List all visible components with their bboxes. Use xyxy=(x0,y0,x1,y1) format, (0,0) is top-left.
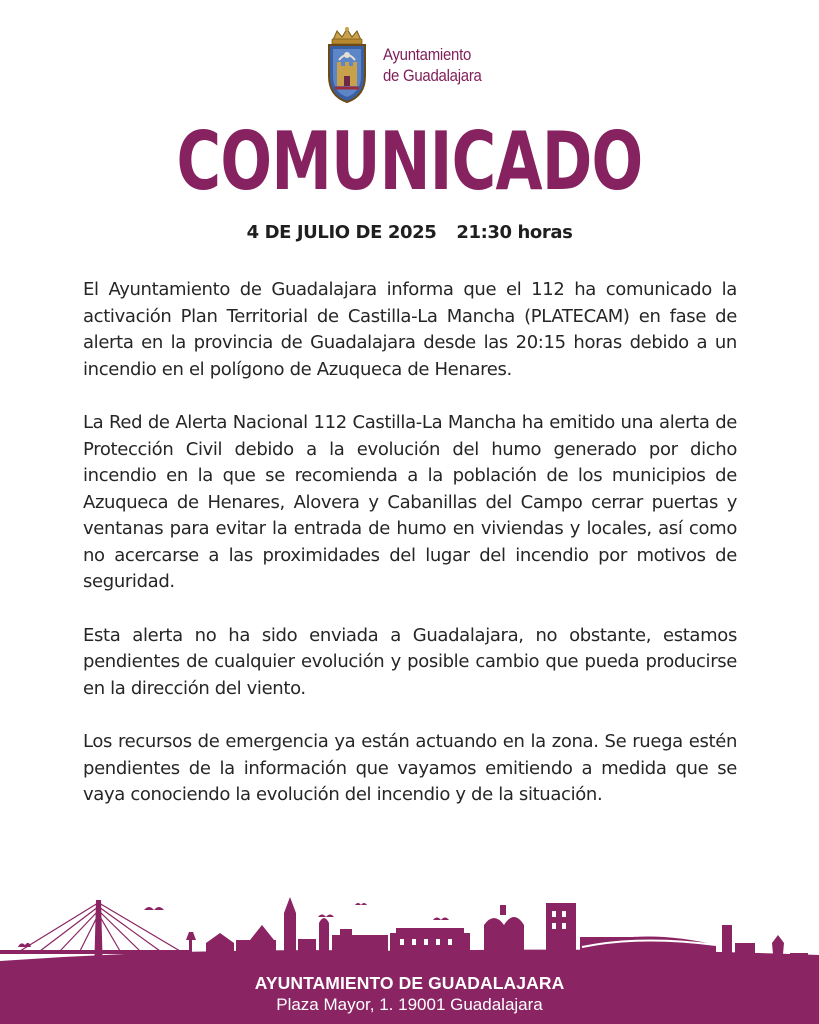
coat-of-arms-icon xyxy=(323,26,371,104)
footer-org-name: AYUNTAMIENTO DE GUADALAJARA xyxy=(254,973,565,993)
page-title: COMUNICADO xyxy=(176,115,643,208)
dateline xyxy=(0,222,819,243)
footer-address: Plaza Mayor, 1. 19001 Guadalajara xyxy=(276,995,543,1014)
footer xyxy=(0,972,819,1016)
paragraph: El Ayuntamiento de Guadalajara informa que el 112 ha comunicado la activación Plan Territorial de Castilla-La Mancha (PLATECAM) en fase de alerta en la provincia de Guadalajara desde las 20:15 horas debido a un incendio en el polígono de Azuqueca de Henares. xyxy=(83,279,737,380)
body-text xyxy=(83,277,737,836)
org-name-line1: Ayuntamiento xyxy=(383,45,472,64)
date-text: 4 DE JULIO DE 2025 xyxy=(246,222,437,243)
paragraph: Esta alerta no ha sido enviada a Guadalajara, no obstante, estamos pendientes de cualquier evolución y posible cambio que pueda producirse en la dirección del viento. xyxy=(83,624,737,699)
header xyxy=(0,26,819,104)
org-name xyxy=(383,44,482,86)
time-text: 21:30 horas xyxy=(456,222,573,243)
org-name-line2: de Guadalajara xyxy=(383,66,483,85)
paragraph: La Red de Alerta Nacional 112 Castilla-La Mancha ha emitido una alerta de Protección Civil debido a la evolución del humo generado por dicho incendio en la que se recomienda a la población de los municipios de Azuqueca de Henares, Alovera y Cabanillas del Campo cerrar puertas y ventanas para evitar la entrada de humo en viviendas y locales, así como no acercarse a las proximidades del lugar del incendio por motivos de seguridad. xyxy=(83,412,737,592)
paragraph: Los recursos de emergencia ya están actuando en la zona. Se ruega estén pendientes de la información que vayamos emitiendo a medida que se vaya conociendo la evolución del incendio y de la situación. xyxy=(83,731,737,805)
